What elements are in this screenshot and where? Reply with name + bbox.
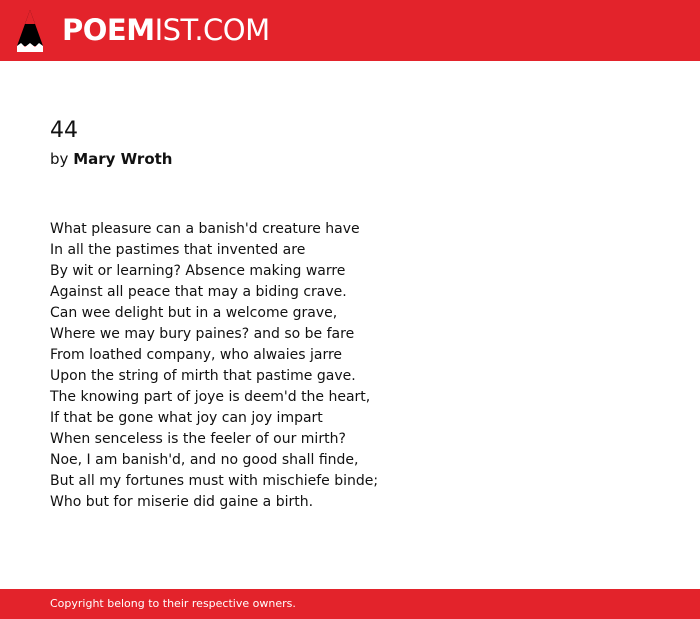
poem-line: By wit or learning? Absence making warre [50,263,346,279]
copyright-text: Copyright belong to their respective owners. [50,597,296,610]
poem-line: If that be gone what joy can joy impart [50,410,323,426]
poem-line: Can wee delight but in a welcome grave, [50,305,338,321]
poem-line: Who but for miserie did gaine a birth. [50,494,314,510]
site-header [0,0,700,61]
poem-line: From loathed company, who alwaies jarre [50,347,343,363]
poem-body [50,219,650,513]
poem-line: In all the pastimes that invented are [50,242,306,258]
pencil-icon[interactable] [17,10,43,52]
poem-line: But all my fortunes must with mischiefe binde; [50,473,379,489]
poem-line: What pleasure can a banish'd creature have [50,221,360,237]
site-logo[interactable] [62,12,270,48]
poem-title: 44 [50,118,78,143]
author-name[interactable]: Mary Wroth [73,150,173,168]
poem-line: Where we may bury paines? and so be fare [50,326,355,342]
logo-light-text: IST.COM [154,13,270,47]
site-footer [0,589,700,619]
by-label: by [50,150,69,168]
poem-line: Against all peace that may a biding crave. [50,284,347,300]
logo-bold-text: POEM [62,13,155,47]
poem-byline [50,148,172,170]
poem-line: Noe, I am banish'd, and no good shall finde, [50,452,359,468]
poem-line: Upon the string of mirth that pastime gave. [50,368,356,384]
poem-line: When senceless is the feeler of our mirth? [50,431,346,447]
poem-line: The knowing part of joye is deem'd the heart, [50,389,371,405]
